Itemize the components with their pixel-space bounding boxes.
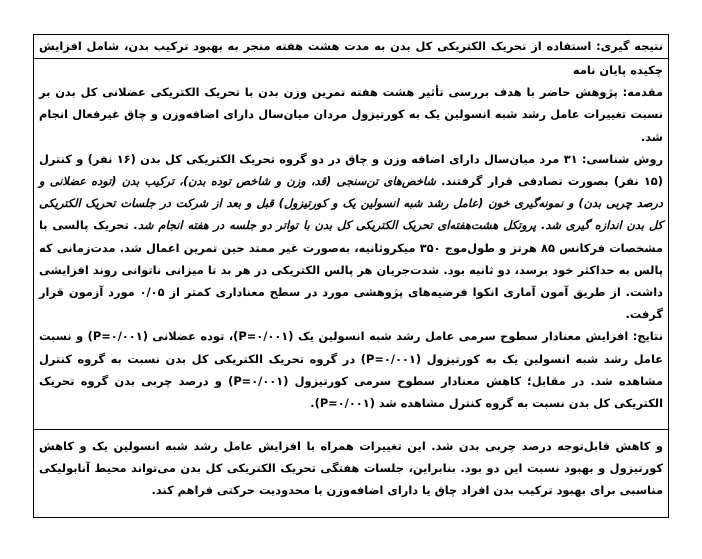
methodology-protocol-text: تحریک پالسی با مشخصات فرکانس ۸۵ هرتز و طول‌موج ۳۵۰ میکروثانیه، به‌صورت غیر ممتد حین تمرین اعمال شد. مدت‌زمانی که پالس به حداکثر خود برسد، دو ثانیه بود. شدت‌جریان هر پالس الکتریکی در هر بد تا میزانی ناتوانی روند افزایشی داشت. از طریق آمون آماری انکوا فرضیه‌های پژوهشی مورد در سطح معناداری کمتر از ۰/۰۵ مورد آزمون قرار گرفت. <box>39 218 663 322</box>
abstract-title: چکیده پایان نامه <box>572 63 663 77</box>
methodology-measures-text: شاخص‌های تن‌سنجی (قد، وزن و شاخص توده بدن)، ترکیب بدن (توده عضلانی و درصد چربی بدن) و نمونه‌گیری خون (عامل رشد شبه انسولین یک و کورتیزول) قبل و بعد از شرکت در جلسات تحریک الکتریکی کل بدن اندازه گیری شد. پروتکل هشت‌هفته‌ای تحریک الکتریکی کل بدن با تواتر دو جلسه در هفته انجام شد. <box>39 174 663 233</box>
methodology-text-start: روش شناسی: ۳۱ مرد میان‌سال دارای اضافه وزن و چاق در دو گروه تحریک الکتریکی کل بدن (۱۶ نفر) و کنترل (۱۵ نفر) بصورت تصادفی قرار گرفتند. <box>39 151 663 189</box>
conclusion-text: نتیجه گیری: استفاده از تحریک الکتریکی کل بدن به مدت هشت هفته منجر به بهبود ترکیب بدن، شامل افزایش <box>39 39 663 53</box>
results-paragraph: نتایج: افزایش معنادار سطوح سرمی عامل رشد شبه انسولین یک (P=۰/۰۰۱)، توده عضلانی (P=۰/۰۰۱) و نسبت عامل رشد شبه انسولین یک به کورتیزول (P=۰/۰۰۱) در گروه تحریک الکتریکی کل بدن نسبت به گروه کنترل مشاهده شد. در مقابل؛ کاهش معنادار سطوح سرمی کورتیزول (P=۰/۰۰۱) و درصد چربی بدن گروه تحریک الکتریکی کل بدن نسبت به گروه کنترل مشاهده شد (P=۰/۰۰۱). <box>39 329 664 411</box>
continuation-text: و کاهش قابل‌توجه درصد چربی بدن شد. این تغییرات همراه با افزایش عامل رشد شبه انسولین یک و کاهش کورتیزول و بهبود نسبت این دو بود. بنابراین، جلسات هفتگی تحریک الکتریکی کل بدن می‌تواند محیط آنابولیکی مناسبی برای بهبود ترکیب بدن افراد چاق یا دارای اضافه‌وزن با محدودیت حرکتی فراهم کند. <box>39 439 663 498</box>
abstract-cell <box>34 58 668 429</box>
methodology-paragraph <box>39 148 663 326</box>
introduction-paragraph: مقدمه: پژوهش حاضر با هدف بررسی تأثیر هشت هفته تمرین وزن بدن با تحریک الکتریکی عضلانی کل بدن بر نسبت تغییرات عامل رشد شبه انسولین یک به کورتیزول مردان میان‌سال دارای اضافه‌وزن و چاق غیرفعال انجام شد. <box>39 85 663 144</box>
abstract-table <box>33 34 669 518</box>
conclusion-row <box>34 35 668 58</box>
continuation-row <box>34 429 668 517</box>
